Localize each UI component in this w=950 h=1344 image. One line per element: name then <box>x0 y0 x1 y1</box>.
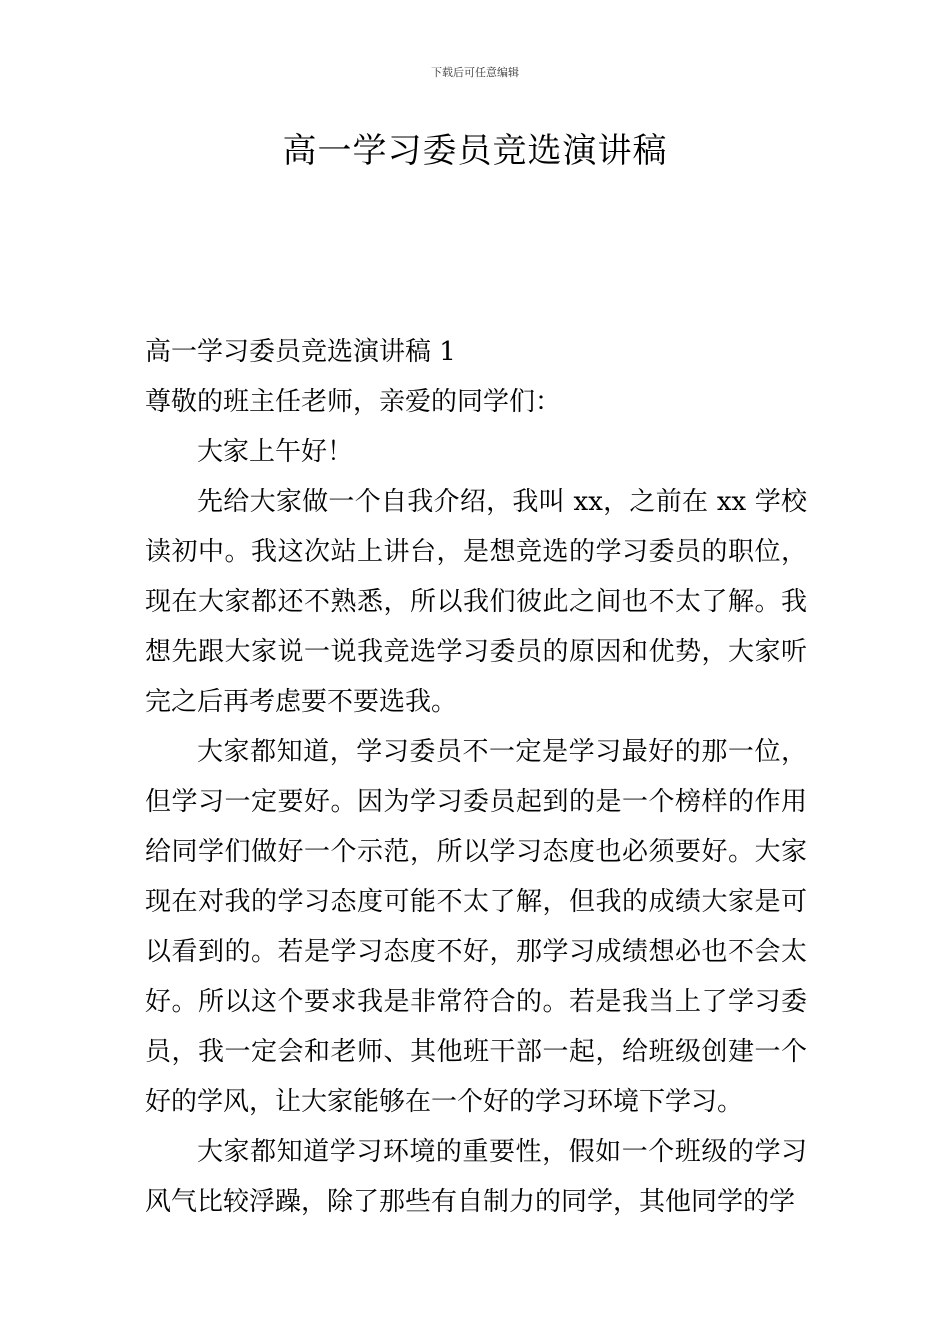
document-body <box>145 327 807 1227</box>
paragraph-greeting: 大家上午好！ <box>197 437 354 467</box>
paragraph-qualifications: 大家都知道，学习委员不一定是学习最好的那一位，但学习一定要好。因为学习委员起到的是一个榜样的作用给同学们做好一个示范，所以学习态度也必须要好。大家现在对我的学习态度可能不太了解，但我的成绩大家是可以看到的。若是学习态度不好，那学习成绩想必也不会太好。所以这个要求我是非常符合的。若是我当上了学习委员，我一定会和老师、其他班干部一起，给班级创建一个好的学风，让大家能够在一个好的学习环境下学习。 <box>145 737 807 1117</box>
header-note: 下载后可任意编辑 <box>431 66 519 79</box>
document-title: 高一学习委员竞选演讲稿 <box>282 131 668 171</box>
section-heading: 高一学习委员竞选演讲稿 1 <box>145 337 456 367</box>
paragraph-introduction: 先给大家做一个自我介绍，我叫 xx，之前在 xx 学校读初中。我这次站上讲台，是想竞选的学习委员的职位，现在大家都还不熟悉，所以我们彼此之间也不太了解。我想先跟大家说一说我竞选学习委员的原因和优势，大家听完之后再考虑要不要选我。 <box>145 487 807 717</box>
paragraph-study-environment: 大家都知道学习环境的重要性，假如一个班级的学习风气比较浮躁，除了那些有自制力的同学，其他同学的学 <box>145 1137 807 1217</box>
salutation: 尊敬的班主任老师，亲爱的同学们： <box>145 387 562 417</box>
